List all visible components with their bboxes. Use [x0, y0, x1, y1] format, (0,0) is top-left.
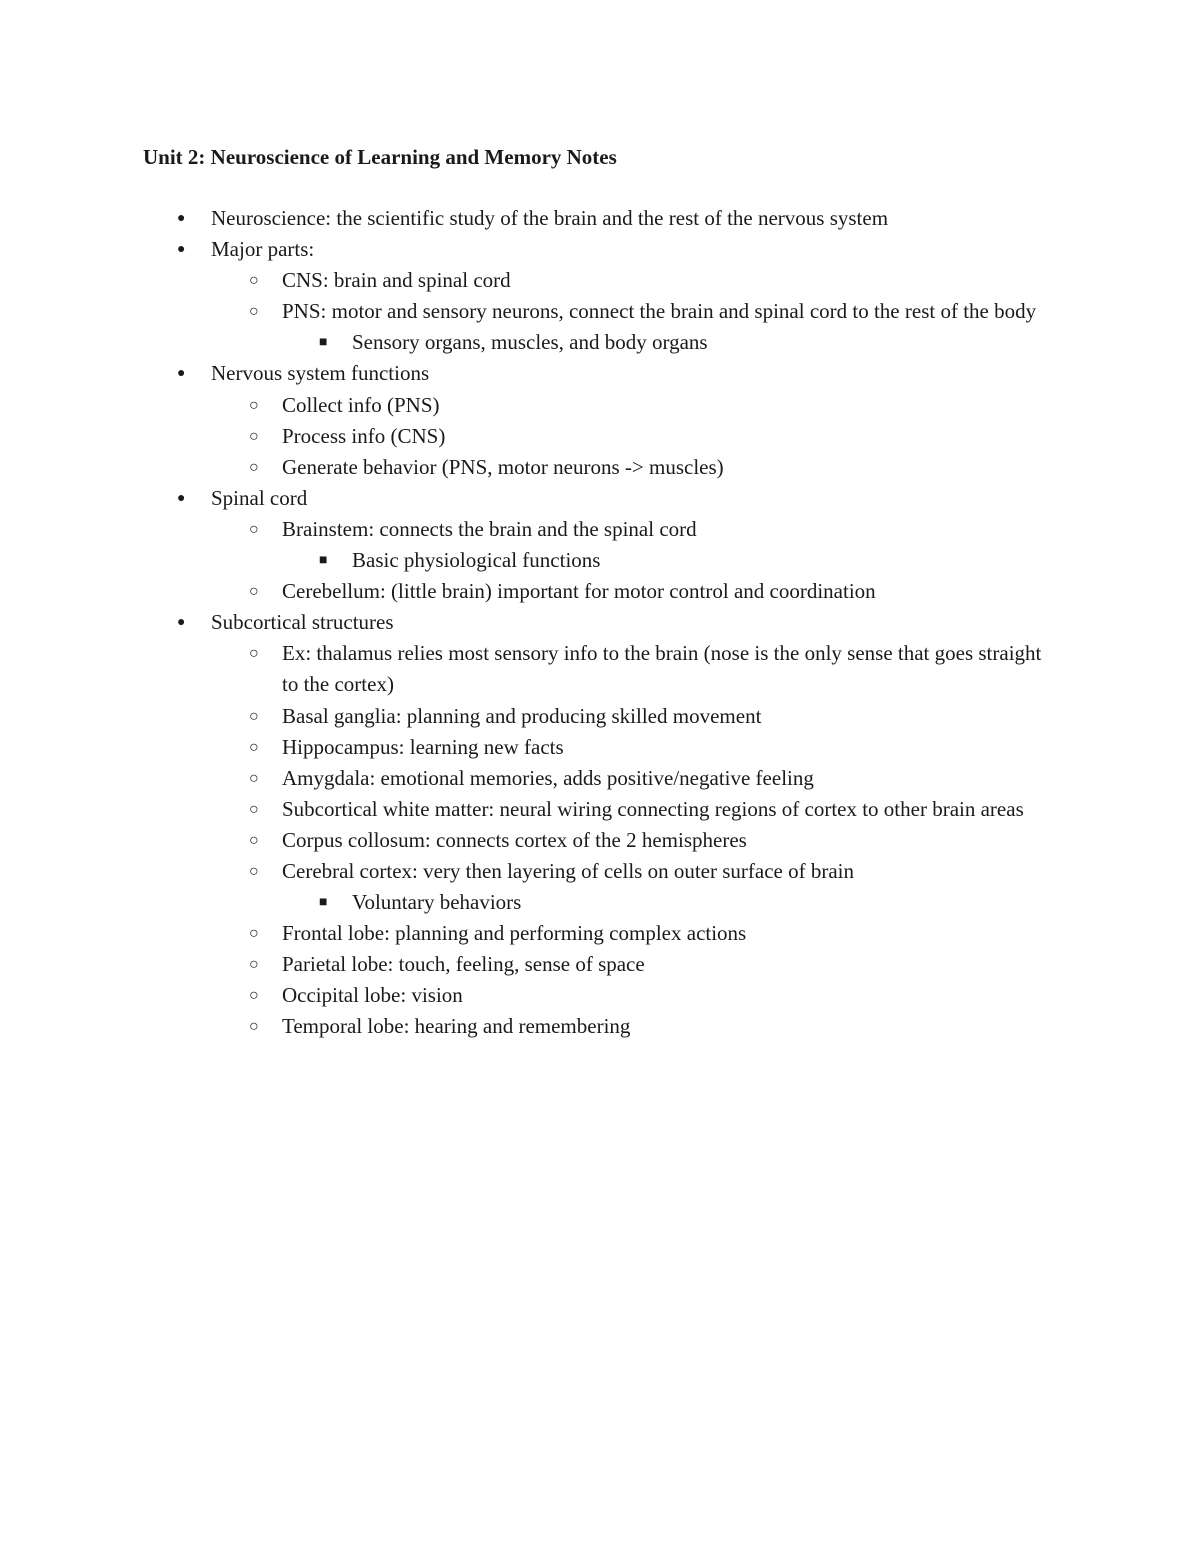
filled-circle-bullet-icon: ●	[177, 615, 186, 631]
outline-item-level-2	[0, 452, 1057, 483]
hollow-circle-bullet-icon: ○	[249, 738, 259, 756]
outline-item-level-2	[0, 825, 1057, 856]
outline-item-level-3	[0, 327, 1052, 358]
outline-item-level-2	[0, 918, 1057, 949]
hollow-circle-bullet-icon: ○	[249, 396, 259, 414]
outline-item-text: Frontal lobe: planning and performing complex actions	[282, 921, 747, 946]
outline-item-level-2	[0, 732, 1057, 763]
outline-item-text: Basal ganglia: planning and producing skilled movement	[282, 703, 762, 728]
outline-item-level-2	[0, 514, 1057, 545]
outline-item-level-1	[0, 234, 1051, 265]
outline-item-text: Subcortical white matter: neural wiring connecting regions of cortex to other brain areas	[282, 796, 1024, 821]
outline-item-text: Subcortical structures	[211, 610, 394, 635]
outline-item-text: Amygdala: emotional memories, adds positive/negative feeling	[282, 765, 814, 790]
hollow-circle-bullet-icon: ○	[249, 645, 259, 663]
outline-item-text: Temporal lobe: hearing and remembering	[282, 1014, 631, 1039]
outline-item-text: Spinal cord	[211, 485, 308, 510]
outline-item-level-2	[0, 265, 1057, 296]
outline-item-text: Hippocampus: learning new facts	[282, 734, 564, 759]
outline-item-level-2	[0, 763, 1057, 794]
hollow-circle-bullet-icon: ○	[249, 520, 259, 538]
page-title: Unit 2: Neuroscience of Learning and Memory Notes	[143, 145, 617, 169]
outline-item-level-2	[0, 794, 1057, 825]
hollow-circle-bullet-icon: ○	[249, 800, 259, 818]
outline-item-text: Ex: thalamus relies most sensory info to the brain (nose is the only sense that goes straight to the cortex)	[282, 641, 1042, 697]
outline-item-level-2	[0, 296, 1057, 327]
hollow-circle-bullet-icon: ○	[249, 427, 259, 445]
hollow-circle-bullet-icon: ○	[249, 583, 259, 601]
outline-item-level-2	[0, 949, 1057, 980]
outline-item-text: Cerebral cortex: very then layering of cells on outer surface of brain	[282, 858, 855, 883]
outline-item-level-2	[0, 421, 1057, 452]
hollow-circle-bullet-icon: ○	[249, 707, 259, 725]
outline-item-text: Nervous system functions	[211, 361, 430, 386]
outline-item-level-2	[0, 701, 1057, 732]
notes-list	[0, 203, 1200, 1043]
outline-item-level-3	[0, 545, 1052, 576]
outline-item-text: Corpus collosum: connects cortex of the 2 hemispheres	[282, 827, 747, 852]
hollow-circle-bullet-icon: ○	[249, 458, 259, 476]
hollow-circle-bullet-icon: ○	[249, 987, 259, 1005]
hollow-circle-bullet-icon: ○	[249, 925, 259, 943]
square-bullet-icon: ■	[319, 335, 328, 351]
filled-circle-bullet-icon: ●	[177, 490, 186, 506]
outline-item-text: Generate behavior (PNS, motor neurons -> muscles)	[282, 454, 724, 479]
outline-item-level-2	[0, 576, 1057, 607]
hollow-circle-bullet-icon: ○	[249, 272, 259, 290]
outline-item-level-1	[0, 203, 1051, 234]
outline-item-text: Basic physiological functions	[352, 548, 601, 573]
outline-item-text: CNS: brain and spinal cord	[282, 268, 511, 293]
hollow-circle-bullet-icon: ○	[249, 769, 259, 787]
filled-circle-bullet-icon: ●	[177, 366, 186, 382]
outline-item-text: Sensory organs, muscles, and body organs	[352, 330, 708, 355]
hollow-circle-bullet-icon: ○	[249, 303, 259, 321]
outline-item-text: Collect info (PNS)	[282, 392, 440, 417]
outline-item-text: Parietal lobe: touch, feeling, sense of space	[282, 952, 645, 977]
outline-item-level-1	[0, 358, 1051, 389]
outline-item-level-2	[0, 980, 1057, 1011]
filled-circle-bullet-icon: ●	[177, 242, 186, 258]
outline-item-level-2	[0, 638, 1057, 700]
square-bullet-icon: ■	[319, 553, 328, 569]
hollow-circle-bullet-icon: ○	[249, 1018, 259, 1036]
hollow-circle-bullet-icon: ○	[249, 831, 259, 849]
outline-item-text: PNS: motor and sensory neurons, connect the brain and spinal cord to the rest of the body	[282, 299, 1037, 324]
outline-item-level-2	[0, 856, 1057, 887]
outline-item-text: Neuroscience: the scientific study of the brain and the rest of the nervous system	[211, 206, 889, 230]
outline-item-level-1	[0, 607, 1051, 638]
outline-item-level-2	[0, 1011, 1057, 1042]
outline-item-level-2	[0, 390, 1057, 421]
outline-item-text: Brainstem: connects the brain and the spinal cord	[282, 516, 697, 541]
outline-item-level-3	[0, 887, 1052, 918]
hollow-circle-bullet-icon: ○	[249, 862, 259, 880]
outline-item-level-1	[0, 483, 1051, 514]
outline-item-text: Occipital lobe: vision	[282, 983, 463, 1008]
outline-item-text: Major parts:	[211, 237, 315, 262]
outline-item-text: Process info (CNS)	[282, 423, 446, 448]
filled-circle-bullet-icon: ●	[177, 211, 186, 226]
hollow-circle-bullet-icon: ○	[249, 956, 259, 974]
square-bullet-icon: ■	[319, 895, 328, 911]
outline-item-text: Cerebellum: (little brain) important for motor control and coordination	[282, 579, 876, 604]
outline-item-text: Voluntary behaviors	[352, 890, 522, 915]
